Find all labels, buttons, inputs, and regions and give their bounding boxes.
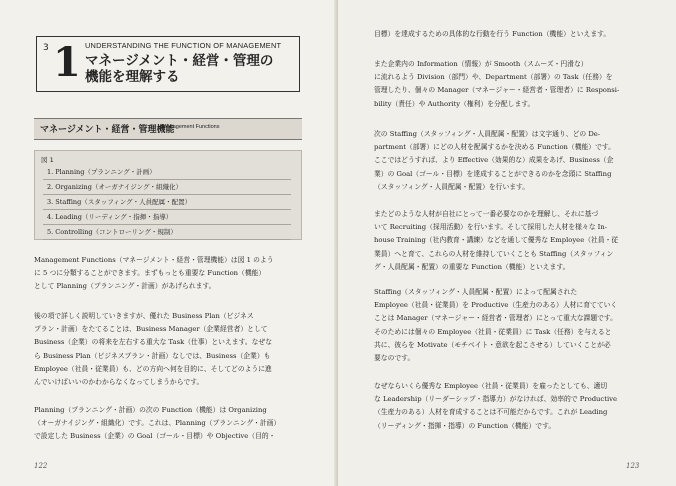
text-line: そのためには個々の Employee（社員・従業員）に Task（任務）を与えると (374, 327, 612, 336)
text-line: また企業内の Information（情報）が Smooth（スムーズ・円滑な） (374, 60, 588, 68)
text-line: んでいけばいいのかわからなくなってしまうからです。 (34, 378, 204, 387)
text-line: （リーディング・指揮・指導）の Function（機能）です。 (374, 421, 556, 430)
paragraph (374, 58, 619, 111)
text-line: グ・人員配属・配置）の重要な Function（機能）といえます。 (374, 262, 570, 271)
text-line: 次の Staffing（スタッフィング・人員配属・配置）は文字通り、どの De- (374, 130, 601, 138)
text-line: プラン・計画）をたてることは、Business Manager（企業経営者）として (34, 325, 268, 334)
chapter-title-line-1: マネージメント・経営・管理の (85, 53, 274, 69)
right-page (338, 0, 676, 486)
section-title-en: Management Functions (162, 124, 220, 130)
text-line: bility（責任）や Authority（権利）を分配します。 (374, 99, 535, 108)
paragraph (34, 404, 280, 444)
figure-item: 3. Staffing（スタッフィング・人員配属・配置） (43, 195, 291, 210)
text-line: Management Functions（マネージメント・経営・管理機能）は図 1 のよう (34, 256, 274, 264)
page-number: 123 (626, 462, 640, 470)
text-line: 共に、彼らを Motivate（モチベイト・意欲を起こさせる）していくことが必 (374, 340, 611, 349)
text-line: いて Recruiting（採用活動）を行います。そして採用した人材を様々な In- (374, 223, 608, 232)
text-line: ことは Manager（マネージャー・経営者・管理者）にとって重大な課題です。 (374, 314, 617, 323)
section-title-jp: マネージメント・経営・管理機能 (40, 125, 175, 135)
figure-item: 1. Planning（プランニング・計画） (43, 165, 291, 180)
paragraph (374, 28, 610, 41)
text-line: 管理したり、個々の Manager（マネージャー・経営者・管理者）に Responsi- (374, 86, 620, 95)
paragraph (374, 128, 615, 194)
chapter-header (36, 36, 300, 92)
chapter-title-line-2: 機能を理解する (85, 69, 180, 85)
text-line: に 5 つに分類することができます。まずもっとも重要な Function（機能） (34, 269, 266, 278)
figure-item: 5. Controlling（コントローリング・規制） (43, 225, 291, 240)
figure-title: 図 1 (41, 156, 54, 164)
chapter-english-title: UNDERSTANDING THE FUNCTION OF MANAGEMENT (85, 41, 282, 50)
text-line: Employee（社員・従業員）を Productive（生産力のある）人材に育てていく (374, 301, 618, 310)
text-line: 業員）へと育て、これらの人材を維持していくことも Staffing（スタッフィン (374, 249, 614, 258)
chapter-number-box (37, 37, 79, 91)
section-heading (34, 118, 302, 140)
text-line: ら Business Plan（ビジネスプラン・計画）なしでは、Business（企業）も (34, 351, 271, 360)
text-line: 業）の Goal（ゴール・目標）を達成することができるのかを念頭に Staffing (374, 169, 612, 178)
text-line: 要なのです。 (374, 354, 415, 363)
text-line: で設定した Business（企業）の Goal（ゴール・目標）や Objective（目的・ (34, 432, 276, 441)
paragraph (374, 208, 618, 274)
chapter-title (85, 53, 273, 85)
chapter-number: 1 (53, 39, 81, 86)
text-line: （生産力のある）人材を育成することは不可能だからです。これが Leading (374, 408, 608, 417)
text-line: として Planning（プランニング・計画）があげられます。 (34, 282, 216, 291)
figure-list (43, 165, 291, 240)
figure-item: 4. Leading（リーディング・指揮・指導） (43, 210, 291, 225)
figure-box (34, 150, 302, 240)
text-line: partment（部署）にどの人材を配属するかを決める Function（機能）です。 (374, 143, 615, 152)
paragraph (34, 254, 274, 294)
text-line: なぜならいくら優秀な Employee（社員・従業員）を雇ったとしても、適切 (374, 382, 608, 390)
figure-item: 2. Organizing（オーガナイジング・組織化） (43, 180, 291, 195)
text-line: Planning（プランニング・計画）の次の Function（機能）は Organizing (34, 406, 267, 414)
paragraph (374, 286, 617, 365)
text-line: またどのような人材が自社にとって一番必要なのかを理解し、それに基づ (374, 210, 599, 218)
text-line: に流れるよう Division（部門）や、Department（部署）の Task（任務）を (374, 73, 613, 82)
text-line: な Leadership（リーダーシップ・指導力）がなければ、効率的で Productive (374, 395, 617, 404)
text-line: ここではどうすれば、より Effective（効果的な）成果をあげ、Business（企 (374, 156, 614, 165)
text-line: Employee（社員・従業員）も、どの方向へ何を目的に、そしてどのように進 (34, 364, 272, 373)
text-line: （スタッフィング・人員配属・配置）を行います。 (374, 182, 530, 191)
text-line: （オーガナイジング・組織化）です。これは、Planning（プランニング・計画） (34, 419, 281, 428)
text-line: 目標）を達成するための具体的な行動を行う Function（機能）といえます。 (374, 30, 611, 38)
paragraph (374, 380, 617, 433)
paragraph (34, 310, 272, 389)
chapter-superscript: 3 (43, 43, 49, 53)
text-line: house Training（社内教育・講練）などを通して優秀な Employee（社員・従 (374, 236, 619, 245)
text-line: Business（企業）の将来を左右する重大な Task（仕事）といえます。なぜな (34, 338, 273, 347)
text-line: 後の項で詳しく説明していきますが、優れた Business Plan（ビジネス (34, 312, 254, 320)
page-number: 122 (34, 462, 48, 470)
text-line: Staffing（スタッフィング・人員配属・配置）によって配属された (374, 288, 578, 296)
